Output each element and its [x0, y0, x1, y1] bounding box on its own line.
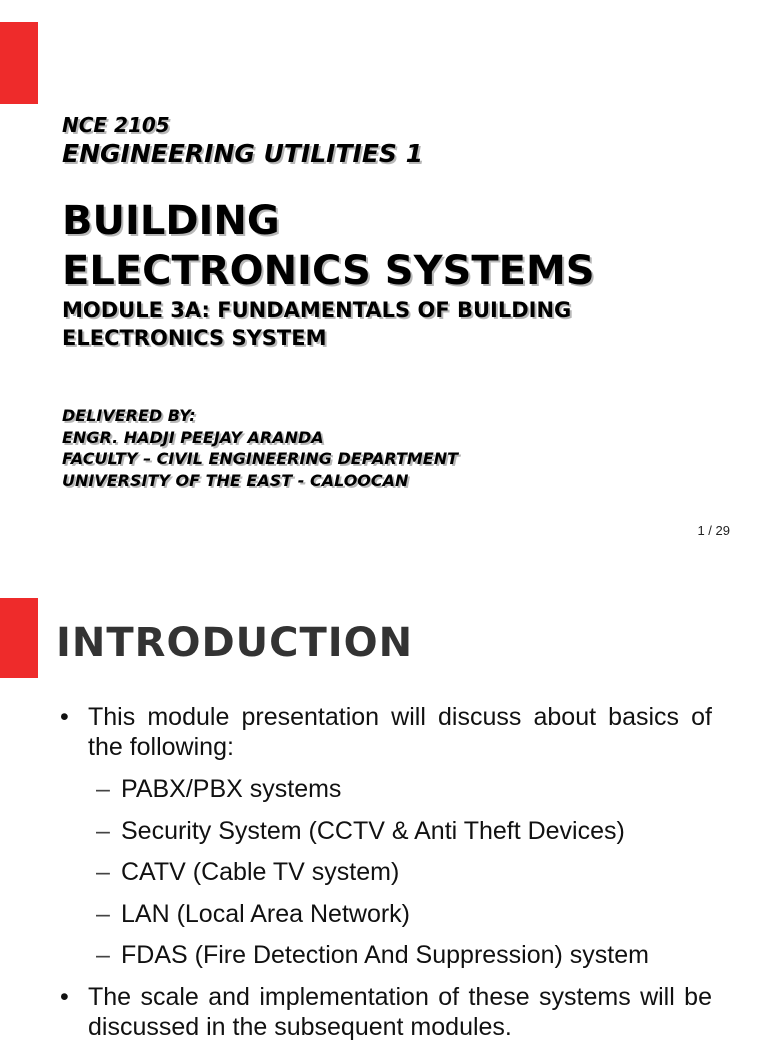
introduction-slide [0, 580, 768, 1041]
module-title-line-1: MODULE 3A: FUNDAMENTALS OF BUILDING [62, 298, 572, 322]
credits-heading: DELIVERED BY: [62, 406, 196, 425]
bullet-marker: • [60, 982, 69, 1011]
sub-bullet-marker: – [96, 899, 110, 928]
sub-bullet-text: FDAS (Fire Detection And Suppression) system [121, 941, 649, 969]
page-number: 1 / 29 [697, 523, 730, 538]
sub-bullet-marker: – [96, 775, 110, 803]
sub-bullet-item [96, 940, 712, 970]
bullet-list [60, 702, 712, 1042]
main-title [62, 196, 752, 296]
sub-bullet-text: LAN (Local Area Network) [121, 899, 411, 928]
bullet-item [60, 702, 712, 762]
sub-bullet-text: PABX/PBX systems [121, 775, 342, 803]
red-accent-bar [0, 22, 38, 104]
sub-bullet-item [96, 816, 712, 846]
sub-bullet-text: CATV (Cable TV system) [121, 858, 400, 886]
section-title: INTRODUCTION [56, 620, 414, 666]
course-name: ENGINEERING UTILITIES 1 [62, 139, 424, 168]
presenter-university: UNIVERSITY OF THE EAST - CALOOCAN [62, 470, 409, 490]
sub-bullet-item [96, 857, 712, 887]
red-accent-bar [0, 598, 38, 678]
sub-bullet-marker: – [96, 816, 110, 845]
presenter-name: ENGR. HADJI PEEJAY ARANDA [62, 427, 324, 447]
sub-bullet-list [96, 774, 712, 970]
module-title [62, 296, 752, 352]
main-title-line-1: BUILDING [62, 198, 280, 244]
sub-bullet-item [96, 774, 712, 804]
bullet-text: This module presentation will discuss about basics of the following: [88, 703, 712, 761]
bullet-text: The scale and implementation of these systems will be discussed in the subsequent modules. [88, 982, 712, 1041]
main-title-line-2: ELECTRONICS SYSTEMS [62, 248, 595, 294]
sub-bullet-marker: – [96, 858, 110, 886]
course-code: NCE 2105 [62, 113, 170, 137]
presenter-credits [62, 405, 458, 491]
sub-bullet-item [96, 899, 712, 929]
bullet-item [60, 982, 712, 1042]
bullet-marker: • [60, 703, 69, 731]
sub-bullet-text: Security System (CCTV & Anti Theft Devices) [121, 816, 625, 845]
presenter-department: FACULTY – CIVIL ENGINEERING DEPARTMENT [62, 449, 459, 468]
module-title-line-2: ELECTRONICS SYSTEM [62, 326, 327, 350]
sub-bullet-marker: – [96, 941, 110, 969]
